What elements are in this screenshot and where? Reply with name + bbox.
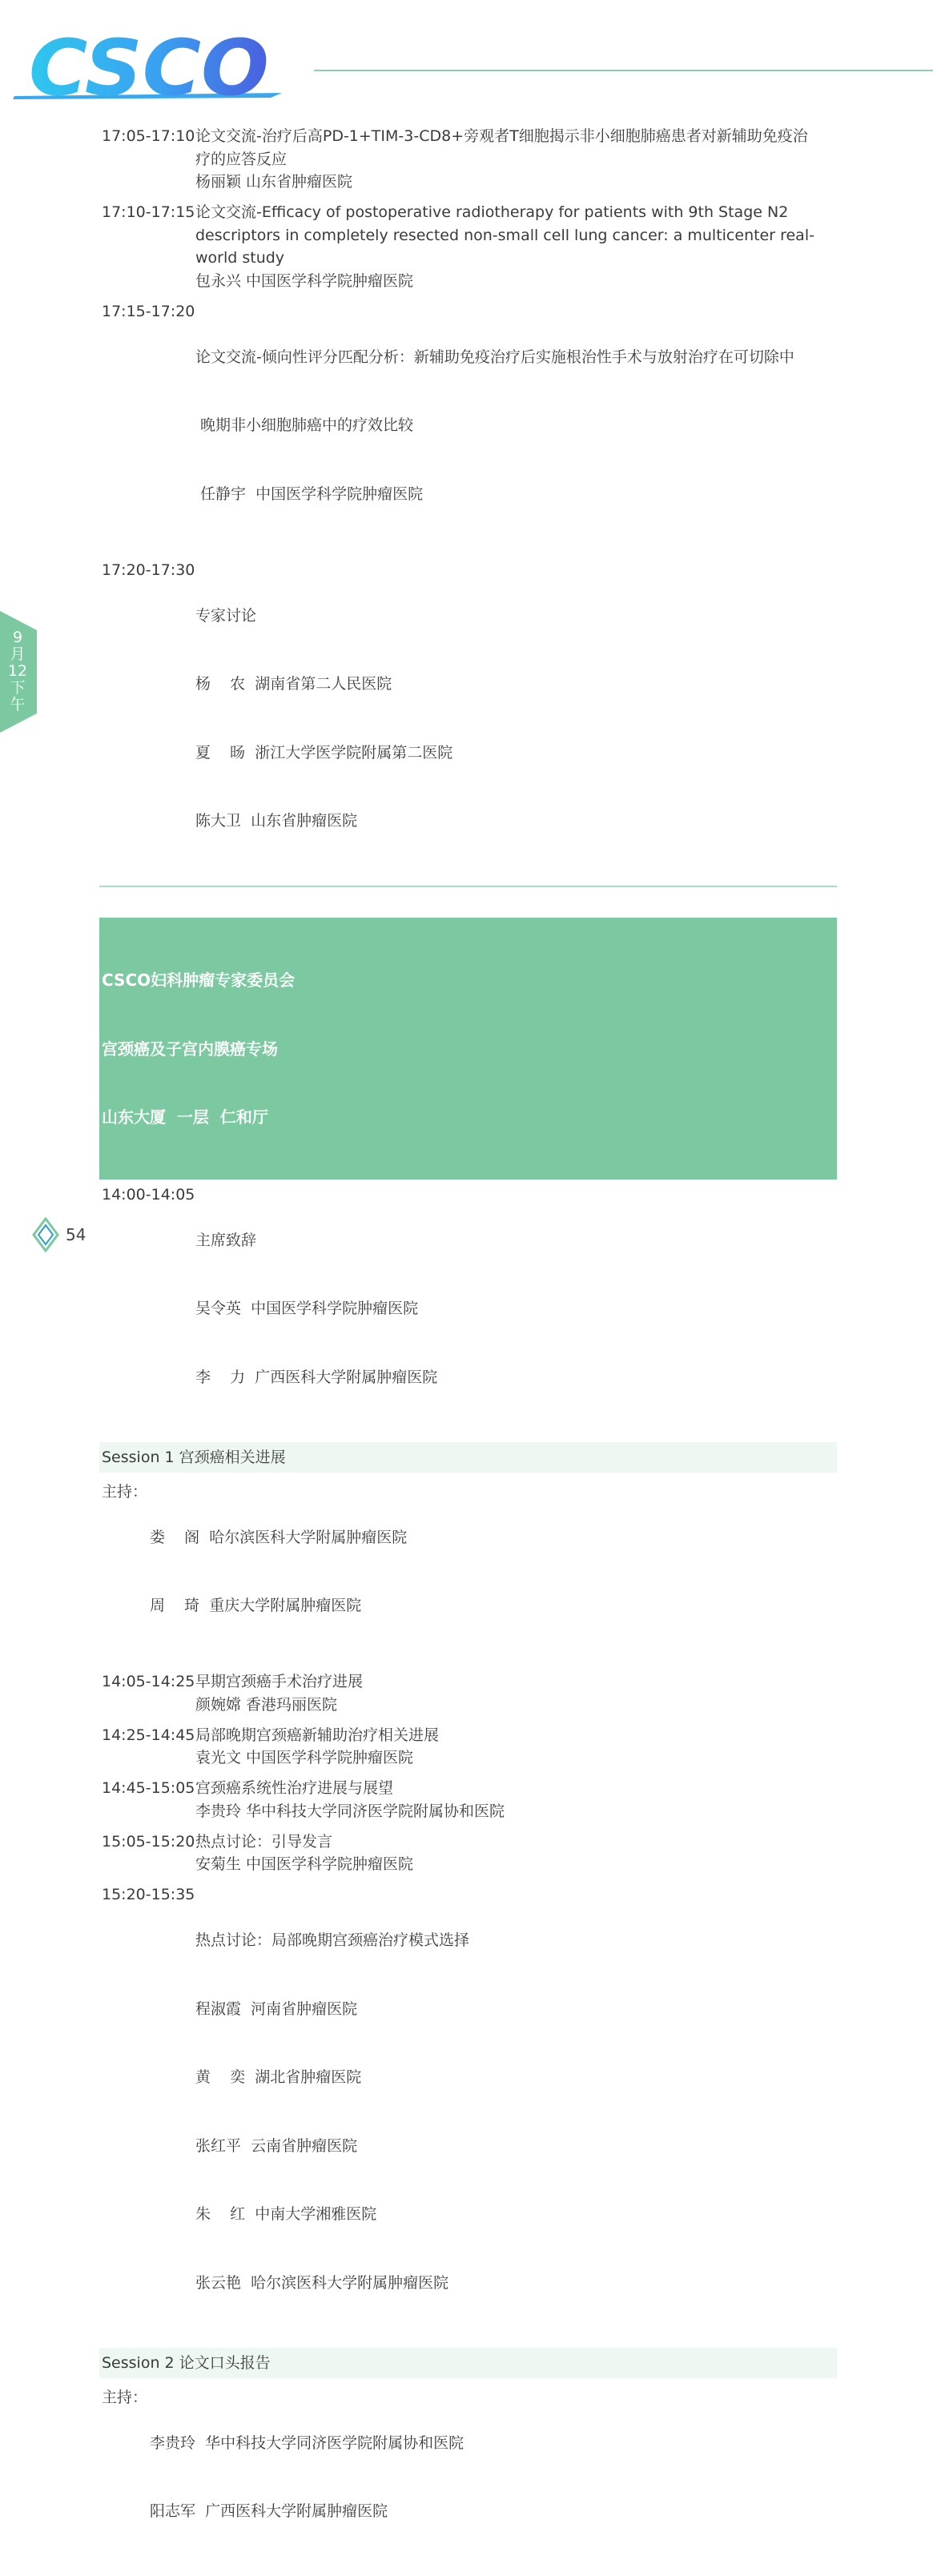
side-date-text: 9 月 12 下 午 (7, 629, 28, 713)
program-item (102, 1724, 834, 1770)
item-speaker: 张云艳 哈尔滨医科大学附属肿瘤医院 (195, 2273, 449, 2292)
item-title: 宫颈癌系统性治疗进展与展望 (195, 1779, 394, 1797)
logo-text: CSCO (29, 32, 269, 104)
session-title: Session 2 论文口头报告 (99, 2348, 837, 2378)
item-speaker: 黄 奕 湖北省肿瘤医院 (195, 2068, 362, 2086)
item-title: world study (195, 249, 285, 267)
item-title: 晚期非小细胞肺癌中的疗效比较 (195, 416, 414, 434)
item-title: 早期宫颈癌手术治疗进展 (195, 1673, 364, 1690)
section-divider (99, 886, 837, 887)
section-header (99, 918, 837, 1179)
diamond-icon (32, 1217, 59, 1252)
item-speaker: 杨丽颖 山东省肿瘤医院 (195, 173, 353, 191)
section-venue: 山东大厦 一层 仁和厅 (102, 1107, 268, 1127)
item-title: 论文交流-倾向性评分匹配分析：新辅助免疫治疗后实施根治性手术与放射治疗在可切除中 (195, 348, 794, 366)
csco-logo (13, 32, 285, 104)
page-number: 54 (66, 1225, 86, 1244)
item-time: 17:20-17:30 (102, 561, 195, 579)
item-title: 论文交流-治疗后高PD-1+TIM-3-CD8+旁观者T细胞揭示非小细胞肺癌患者对新辅助免疫治 (195, 127, 808, 145)
host-name: 阳志军 广西医科大学附属肿瘤医院 (150, 2502, 388, 2520)
program-item (102, 559, 834, 878)
item-time: 14:00-14:05 (102, 1185, 195, 1204)
program-content (102, 125, 834, 2576)
item-title: 主席致辞 (195, 1231, 257, 1249)
item-time: 14:05-14:25 (102, 1673, 195, 1690)
item-speaker: 朱 红 中南大学湘雅医院 (195, 2205, 377, 2223)
host-name: 周 琦 重庆大学附属肿瘤医院 (150, 1597, 362, 1614)
item-time: 17:05-17:10 (102, 127, 195, 145)
item-speaker: 颜婉嫦 香港玛丽医院 (195, 1695, 338, 1714)
item-speaker: 李 力 广西医科大学附属肿瘤医院 (195, 1368, 438, 1386)
host-name: 李贵玲 华中科技大学同济医学院附属协和医院 (150, 2433, 464, 2452)
item-speaker: 张红平 云南省肿瘤医院 (195, 2136, 358, 2155)
item-speaker: 杨 农 湖南省第二人民医院 (195, 675, 392, 693)
item-speaker: 夏 旸 浙江大学医学院附属第二医院 (195, 743, 453, 762)
program-item (102, 300, 834, 552)
item-speaker: 程淑霞 河南省肿瘤医院 (195, 1999, 358, 2018)
item-title: 热点讨论：局部晚期宫颈癌治疗模式选择 (195, 1931, 470, 1949)
item-title: 专家讨论 (195, 606, 257, 625)
program-item (102, 1831, 834, 1876)
item-speaker: 李贵玲 华中科技大学同济医学院附属协和医院 (195, 1802, 505, 1820)
program-item (102, 201, 834, 292)
host-name: 娄 阁 哈尔滨医科大学附属肿瘤医院 (150, 1528, 408, 1546)
item-time: 15:05-15:20 (102, 1832, 195, 1851)
program-item (102, 125, 834, 194)
session-hosts (102, 2386, 834, 2569)
item-title: 论文交流-Efficacy of postoperative radiotherapy for patients with 9th Stage N2 (195, 203, 789, 221)
header-rule (314, 70, 933, 71)
item-time: 17:15-17:20 (102, 302, 195, 320)
item-time: 14:25-14:45 (102, 1726, 195, 1744)
session-title: Session 1 宫颈癌相关进展 (99, 1442, 837, 1473)
session-hosts (102, 1481, 834, 1663)
item-title: 热点讨论：引导发言 (195, 1832, 333, 1851)
host-label: 主持： (102, 2388, 148, 2406)
item-speaker: 吴令英 中国医学科学院肿瘤医院 (195, 1300, 419, 1317)
item-title: 局部晚期宫颈癌新辅助治疗相关进展 (195, 1726, 440, 1744)
program-item (102, 1777, 834, 1822)
item-time: 15:20-15:35 (102, 1886, 195, 1903)
item-speaker: 任静宇 中国医学科学院肿瘤医院 (195, 484, 424, 503)
item-time: 17:10-17:15 (102, 203, 195, 221)
item-speaker: 陈大卫 山东省肿瘤医院 (195, 812, 358, 830)
item-title: 疗的应答反应 (195, 150, 288, 168)
program-item (102, 1883, 834, 2340)
program-item (102, 1670, 834, 1716)
host-label: 主持： (102, 1482, 148, 1501)
item-time: 14:45-15:05 (102, 1779, 195, 1797)
item-speaker: 安菊生 中国医学科学院肿瘤医院 (195, 1855, 414, 1873)
item-speaker: 包永兴 中国医学科学院肿瘤医院 (195, 271, 414, 290)
program-item (102, 1184, 834, 1435)
section-committee: CSCO妇科肿瘤专家委员会 (102, 971, 296, 990)
item-title: descriptors in completely resected non-small cell lung cancer: a multicenter real- (195, 226, 814, 244)
section-topic: 宫颈癌及子宫内膜癌专场 (102, 1039, 278, 1059)
item-speaker: 袁光文 中国医学科学院肿瘤医院 (195, 1749, 414, 1766)
